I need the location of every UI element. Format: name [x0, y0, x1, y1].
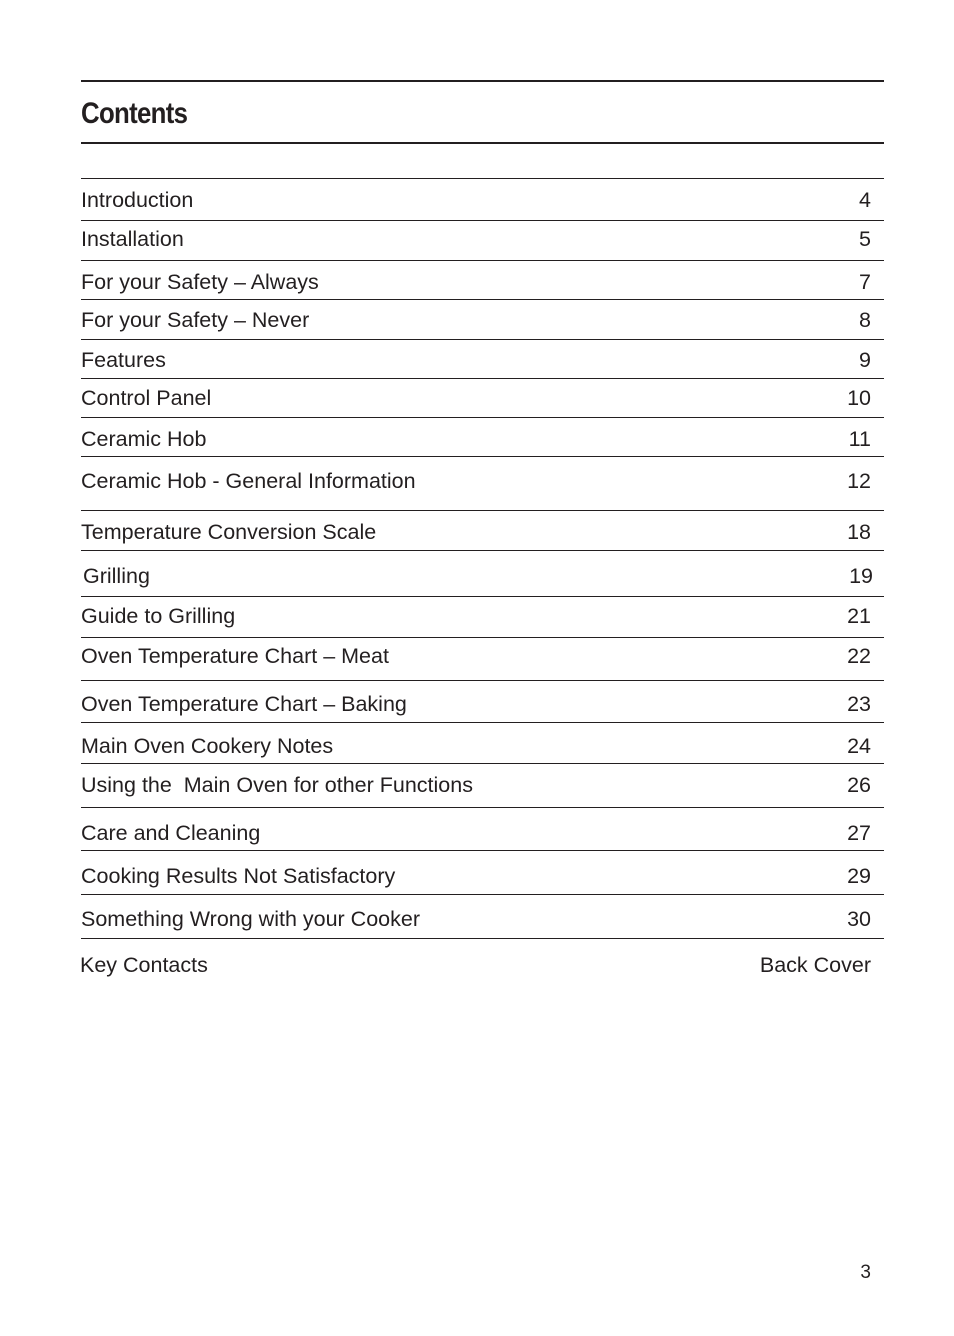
- toc-entry-care-and-cleaning[interactable]: [81, 808, 884, 851]
- toc-entry-label: Ceramic Hob - General Information: [81, 469, 416, 493]
- toc-entry-label: Cooking Results Not Satisfactory: [81, 864, 396, 888]
- title-rule: [81, 142, 884, 144]
- toc-entry-cooking-results[interactable]: [81, 851, 884, 895]
- toc-entry-main-oven-notes[interactable]: [81, 723, 884, 764]
- toc-entry-page: 21: [847, 604, 871, 628]
- toc-entry-page: 18: [847, 520, 871, 544]
- toc-entry-safety-never[interactable]: [81, 300, 884, 340]
- toc-entry-label: Grilling: [83, 564, 150, 588]
- toc-entry-page: 5: [859, 227, 871, 251]
- toc-entry-key-contacts[interactable]: [80, 952, 884, 982]
- toc-entry-page: 27: [847, 821, 871, 845]
- toc-entry-label: Main Oven Cookery Notes: [81, 734, 334, 758]
- top-rule: [81, 80, 884, 82]
- toc-entry-page: 10: [847, 386, 871, 410]
- toc-entry-label: Temperature Conversion Scale: [81, 520, 377, 544]
- toc-entry-temperature-conversion[interactable]: [81, 511, 884, 551]
- toc-entry-page: 19: [849, 564, 873, 588]
- toc-entry-something-wrong[interactable]: [81, 895, 884, 939]
- toc-entry-page: 8: [859, 308, 871, 332]
- toc-entry-introduction[interactable]: [81, 179, 884, 221]
- toc-entry-page: 22: [847, 644, 871, 668]
- toc-entry-label: Ceramic Hob: [81, 427, 207, 451]
- toc-entry-label: Installation: [81, 227, 184, 251]
- toc-entry-label: Key Contacts: [80, 953, 208, 977]
- toc-entry-grilling[interactable]: [81, 551, 884, 597]
- toc-entry-page: 23: [847, 692, 871, 716]
- toc-entry-label: Care and Cleaning: [81, 821, 261, 845]
- toc-entry-page: 9: [859, 348, 871, 372]
- toc-entry-installation[interactable]: [81, 221, 884, 261]
- toc-entry-label: Using the Main Oven for other Functions: [81, 773, 473, 797]
- toc-entry-page: 4: [859, 188, 871, 212]
- page-number: 3: [860, 1262, 871, 1283]
- toc-entry-page: 26: [847, 773, 871, 797]
- toc-entry-ceramic-hob[interactable]: [81, 418, 884, 457]
- toc-entry-page: 12: [847, 469, 871, 493]
- page-title: Contents: [81, 97, 188, 130]
- toc-entry-label: For your Safety – Never: [81, 308, 310, 332]
- toc-entry-page: Back Cover: [759, 953, 871, 977]
- toc-entry-page: 11: [848, 427, 871, 451]
- toc-entry-guide-to-grilling[interactable]: [81, 597, 884, 638]
- toc-entry-ceramic-hob-general[interactable]: [81, 457, 884, 511]
- toc-entry-label: For your Safety – Always: [81, 270, 319, 294]
- toc-entry-label: Something Wrong with your Cooker: [81, 907, 420, 931]
- toc-entry-label: Oven Temperature Chart – Meat: [81, 644, 389, 668]
- toc-entry-control-panel[interactable]: [81, 379, 884, 418]
- toc-entry-page: 24: [847, 734, 871, 758]
- toc-entry-safety-always[interactable]: [81, 261, 884, 300]
- toc-entry-features[interactable]: [81, 340, 884, 379]
- toc-entry-main-oven-functions[interactable]: [81, 764, 884, 808]
- toc-entry-page: 29: [847, 864, 871, 888]
- toc-entry-oven-chart-baking[interactable]: [81, 681, 884, 723]
- toc-entry-label: Introduction: [81, 188, 194, 212]
- toc-entry-page: 30: [847, 907, 871, 931]
- toc-entry-label: Control Panel: [81, 386, 212, 410]
- toc-entry-label: Oven Temperature Chart – Baking: [81, 692, 407, 716]
- toc-entry-label: Features: [81, 348, 166, 372]
- toc-entry-oven-chart-meat[interactable]: [81, 638, 884, 681]
- toc-entry-page: 7: [859, 270, 871, 294]
- toc-entry-label: Guide to Grilling: [81, 604, 236, 628]
